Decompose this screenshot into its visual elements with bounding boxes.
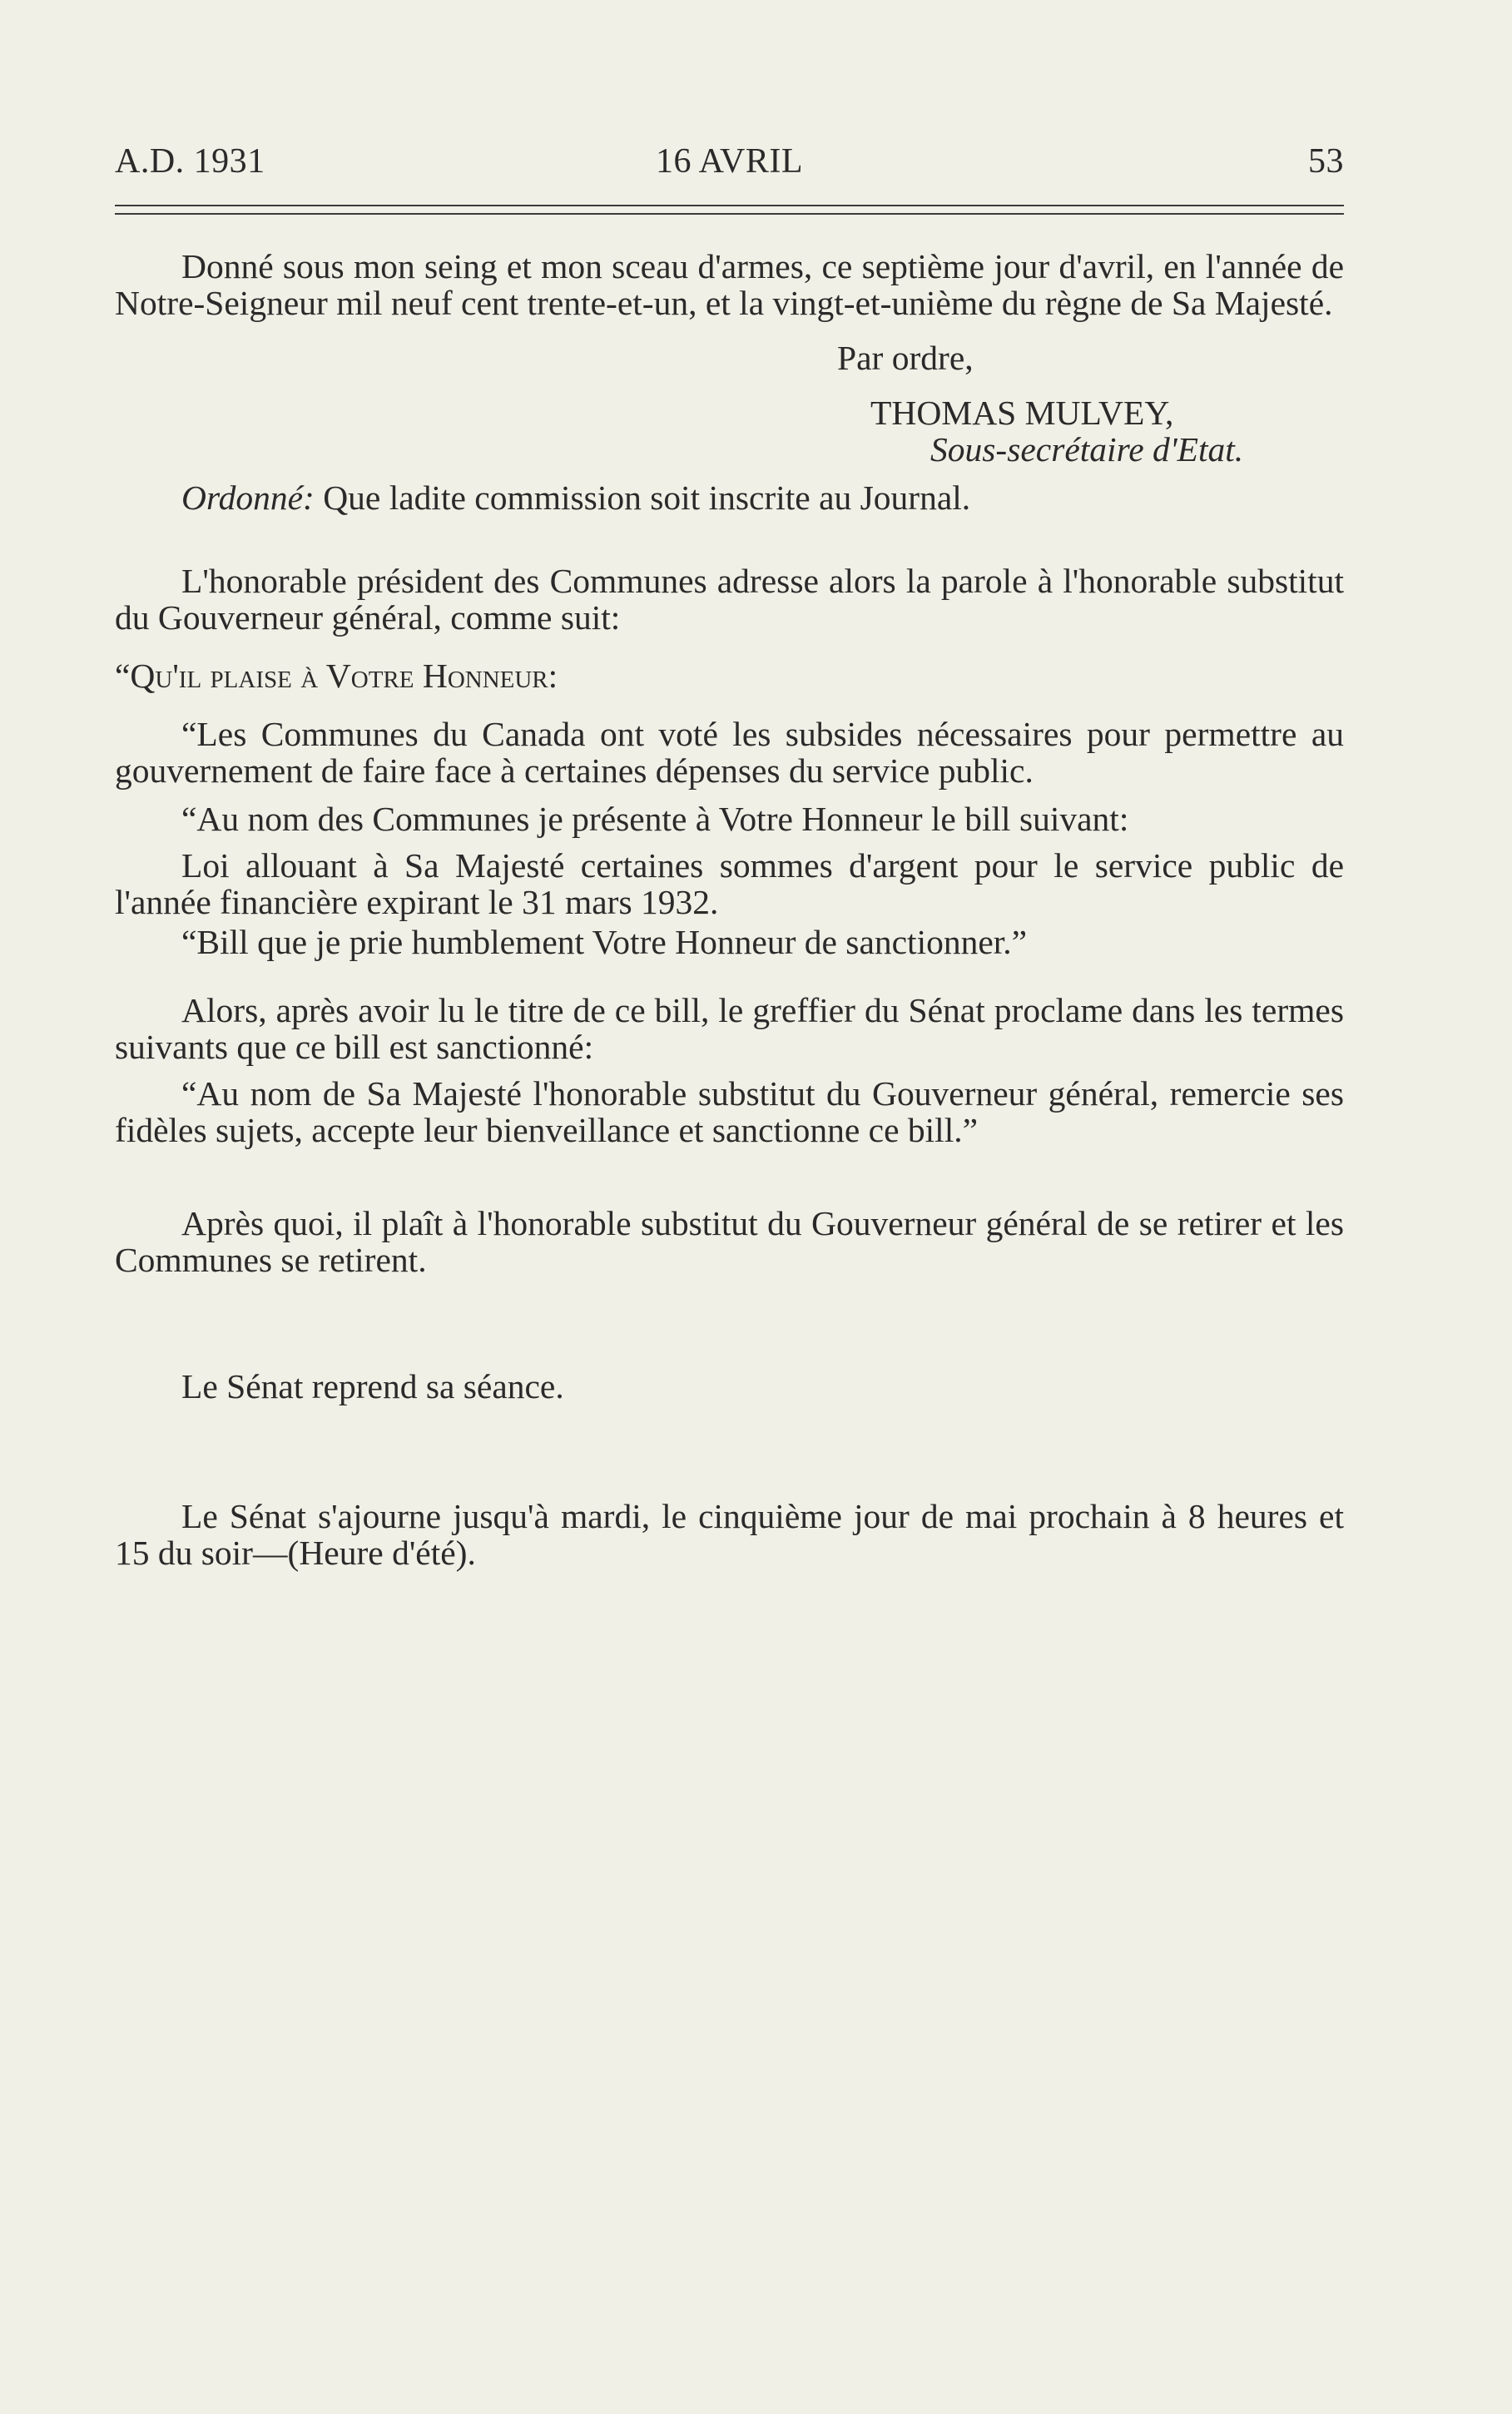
header-date: 16 AVRIL	[655, 142, 804, 181]
ordonne-label: Ordonné:	[181, 478, 315, 517]
paragraph-president: L'honorable président des Communes adresse alors la parole à l'honorable substitut du Gouverneur général, comme suit:	[115, 562, 1344, 637]
header-rule	[115, 205, 1344, 215]
signatory-name: THOMAS MULVEY,	[870, 394, 1174, 432]
signatory-title: Sous-secrétaire d'Etat.	[930, 430, 1244, 468]
paragraph-sanction: “Au nom de Sa Majesté l'honorable substitut du Gouverneur général, remercie ses fidèles sujets, accepte leur bienveillance et sanctionne ce bill.”	[115, 1074, 1344, 1149]
ordonne-line	[115, 479, 1344, 516]
paragraph-presente: “Au nom des Communes je présente à Votre Honneur le bill suivant:	[181, 800, 1129, 838]
page-number: 53	[1308, 142, 1344, 181]
paragraph-bill: “Bill que je prie humblement Votre Honneur de sanctionner.”	[181, 923, 1028, 961]
paragraph-seance: Le Sénat reprend sa séance.	[181, 1367, 564, 1405]
page-body	[115, 248, 1344, 1571]
ordonne-text: Que ladite commission soit inscrite au Journal.	[323, 478, 971, 517]
salutation: “Qu'il plaise à Votre Honneur:	[115, 657, 558, 695]
paragraph-donne: Donné sous mon seing et mon sceau d'armes, ce septième jour d'avril, en l'année de Notre-Seigneur mil neuf cent trente-et-un, et la vingt-et-unième du règne de Sa Majesté.	[115, 247, 1344, 322]
par-ordre: Par ordre,	[837, 339, 974, 377]
header-year: A.D. 1931	[115, 142, 265, 181]
paragraph-subsides: “Les Communes du Canada ont voté les subsides nécessaires pour permettre au gouvernement de faire face à certaines dépenses du service public.	[115, 715, 1344, 790]
paragraph-greffier: Alors, après avoir lu le titre de ce bill, le greffier du Sénat proclame dans les termes suivants que ce bill est sanctionné:	[115, 991, 1344, 1066]
paragraph-retirer: Après quoi, il plaît à l'honorable substitut du Gouverneur général de se retirer et les Communes se retirent.	[115, 1204, 1344, 1279]
paragraph-ajourne: Le Sénat s'ajourne jusqu'à mardi, le cinquième jour de mai prochain à 8 heures et 15 du soir—(Heure d'été).	[115, 1497, 1344, 1572]
paragraph-loi: Loi allouant à Sa Majesté certaines sommes d'argent pour le service public de l'année financière expirant le 31 mars 1932.	[115, 846, 1344, 921]
